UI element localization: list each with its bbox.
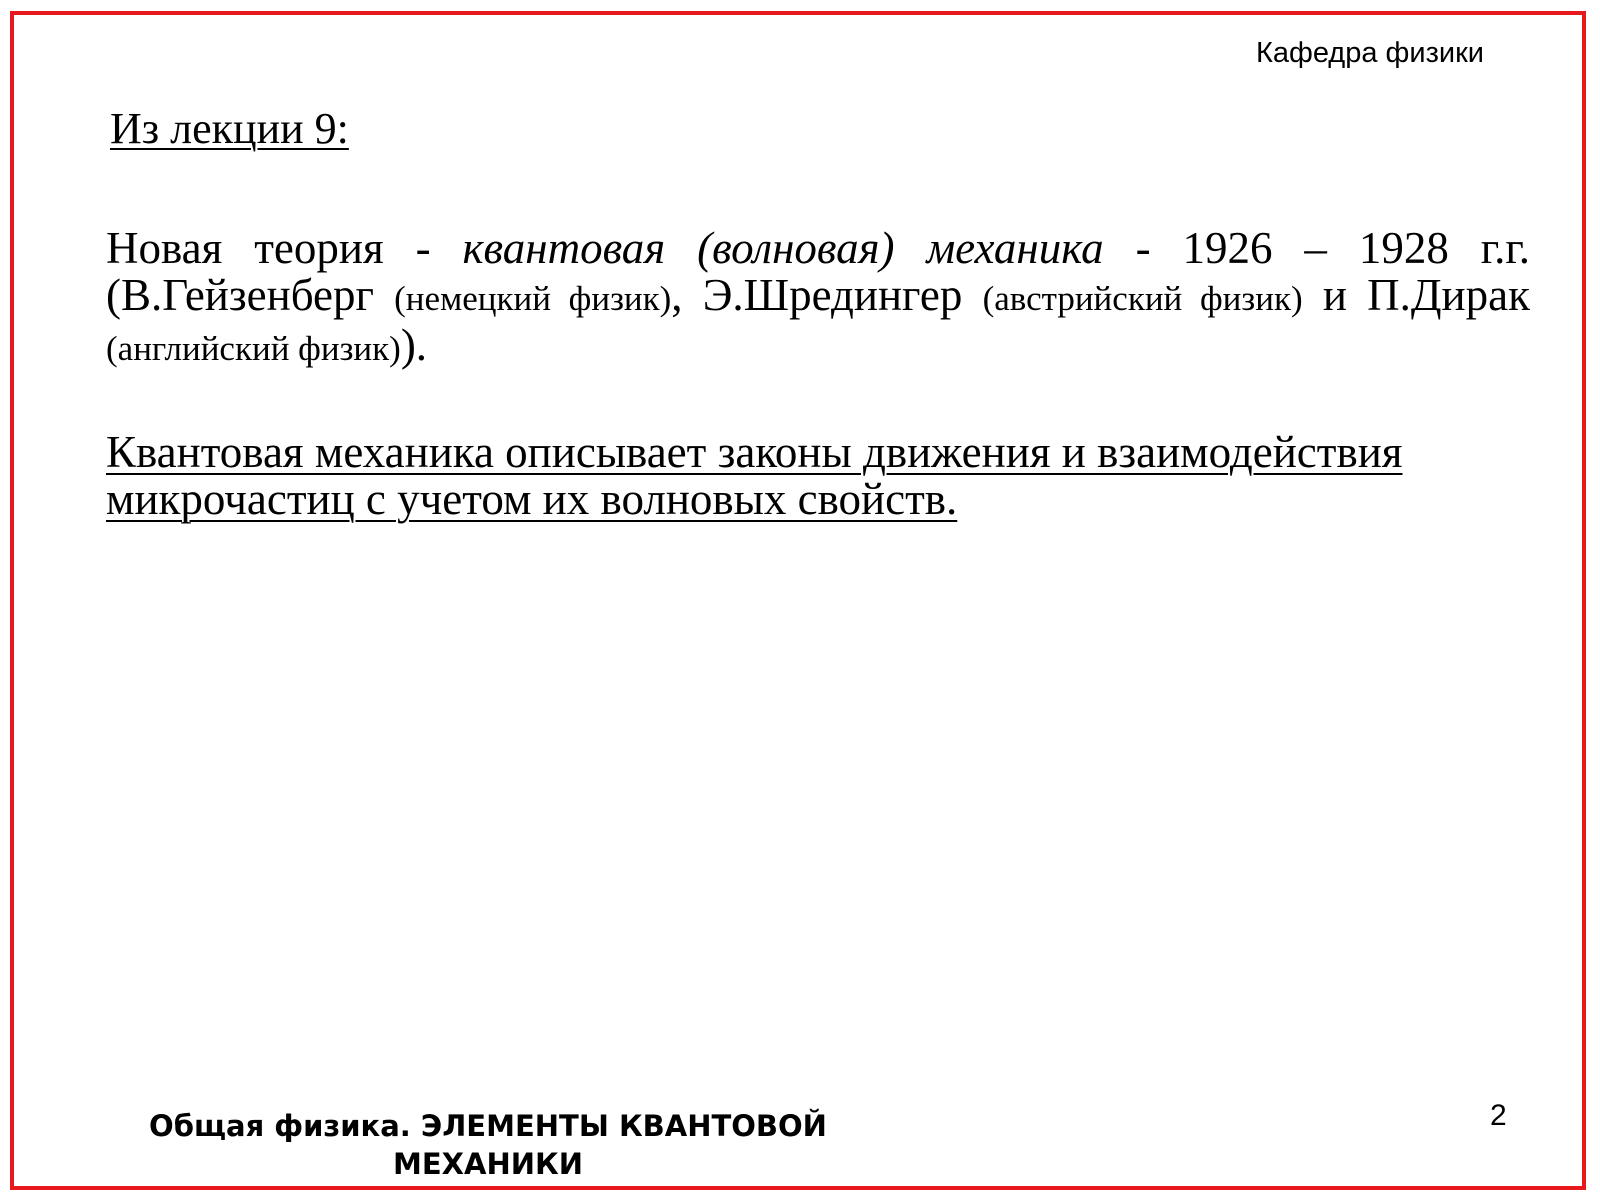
text-segment: и П.Дирак — [1302, 270, 1530, 320]
text-segment: Новая теория - — [106, 223, 463, 273]
schrodinger-note: (австрийский физик) — [982, 279, 1303, 318]
heisenberg-note: (немецкий физик) — [394, 279, 672, 318]
page-number: 2 — [1490, 1099, 1507, 1132]
course-title — [148, 1107, 828, 1183]
definition-paragraph: Квантовая механика описывает законы движения и взаимодействия микрочастиц с учетом их волновых свойств. — [106, 427, 1403, 524]
course-title-line: МЕХАНИКИ — [393, 1147, 583, 1181]
department-label: Кафедра физики — [1255, 37, 1484, 69]
course-title-line: Общая физика. ЭЛЕМЕНТЫ КВАНТОВОЙ — [149, 1109, 827, 1143]
lecture-title: Из лекции 9: — [110, 104, 349, 153]
history-paragraph — [106, 225, 1530, 372]
text-segment: - 1926 – 1928 г.г. (В.Гейзенберг — [106, 223, 1530, 320]
quantum-mechanics-term: квантовая (волновая) механика — [462, 223, 1104, 273]
slide-frame — [10, 11, 1586, 1190]
dirac-note: (английский физик) — [106, 329, 401, 368]
text-segment: , Э.Шредингер — [671, 270, 983, 320]
text-segment: ). — [400, 320, 428, 370]
